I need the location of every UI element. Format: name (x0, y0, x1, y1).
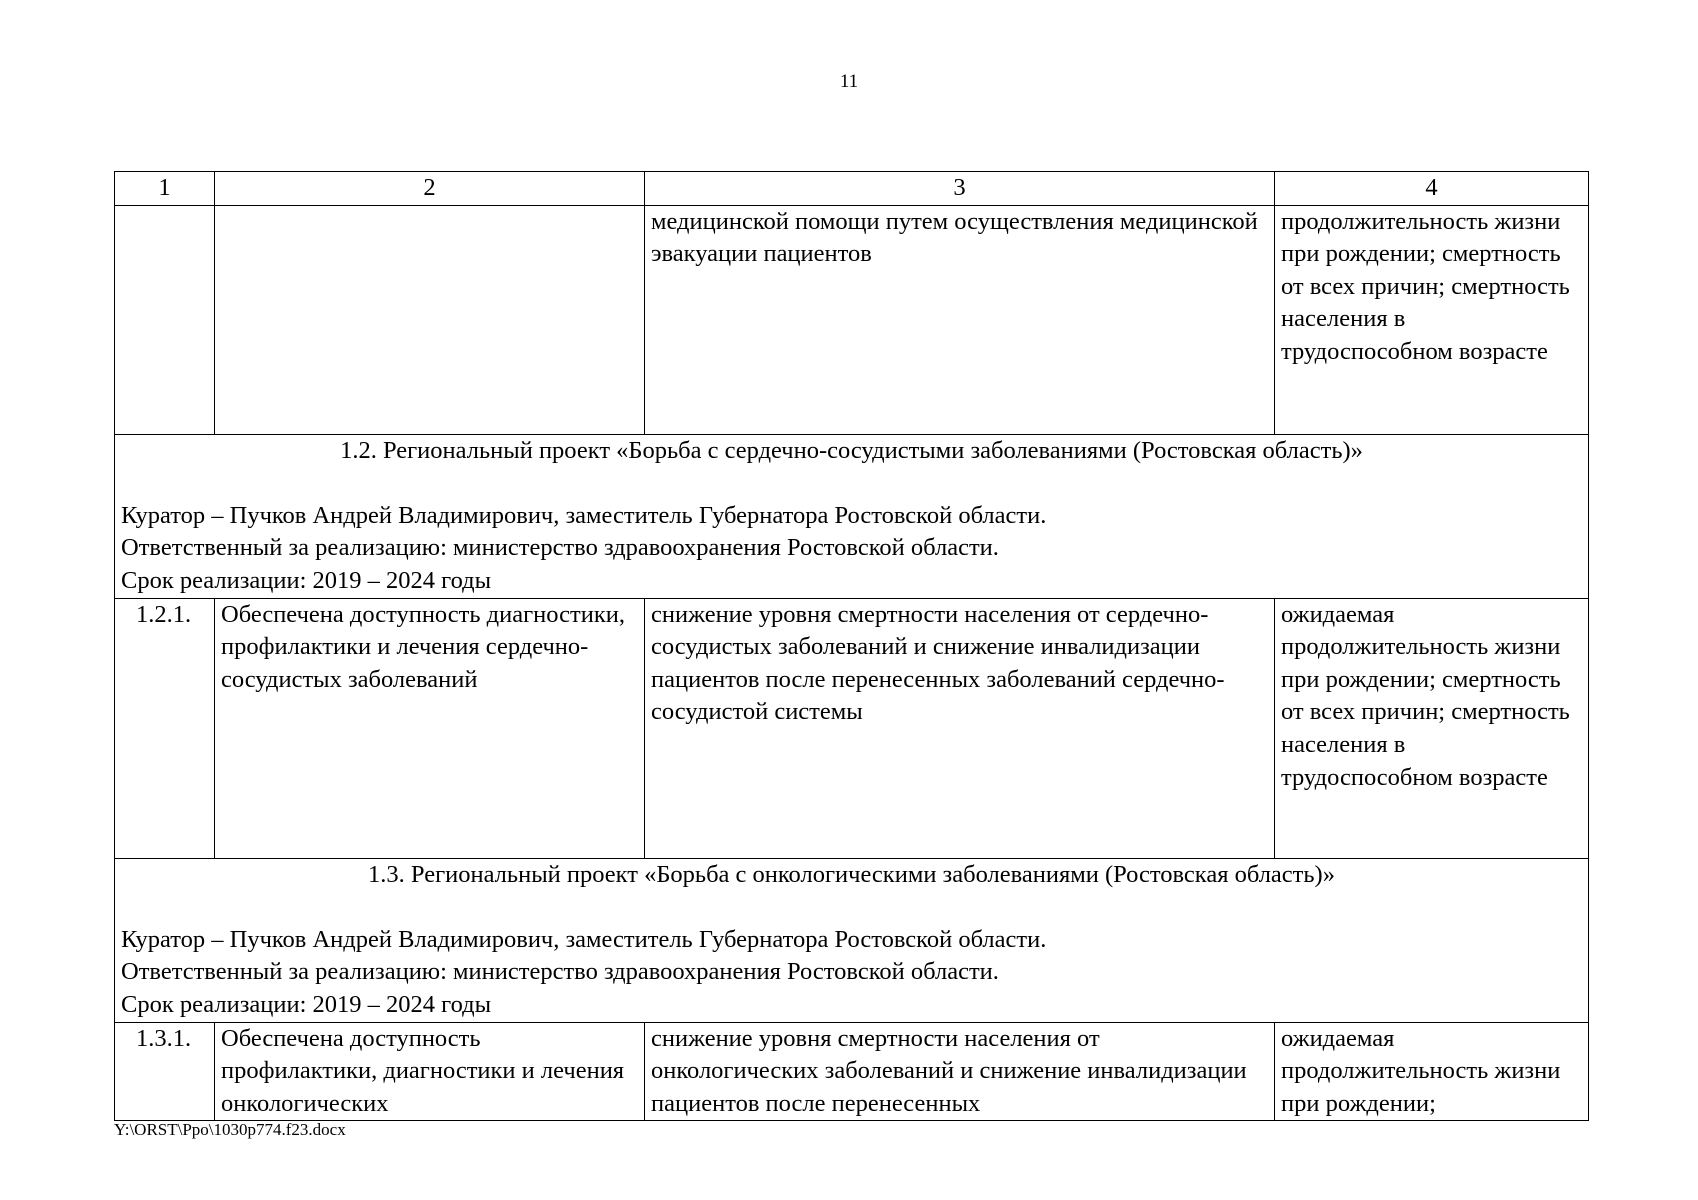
row-number: 1.3.1. (115, 1022, 215, 1121)
row-result: Обеспечена доступность профилактики, диагностики и лечения онкологических (215, 1022, 645, 1121)
row-indicators: продолжительность жизни при рождении; смертность от всех причин; смертность населения в трудоспособном возрасте (1275, 205, 1589, 434)
section-title: 1.3. Региональный проект «Борьба с онкологическими заболеваниями (Ростовская область)» (368, 860, 1335, 888)
row-indicators: ожидаемая продолжительность жизни при рождении; смертность от всех причин; смертность населения в трудоспособном возрасте (1275, 598, 1589, 858)
row-result (215, 205, 645, 434)
table-row (115, 1022, 1589, 1121)
section-term: Срок реализации: 2019 – 2024 годы (121, 990, 492, 1018)
section-curator: Куратор – Пучков Андрей Владимирович, заместитель Губернатора Ростовской области. (121, 925, 1047, 953)
table-header-row (115, 172, 1589, 206)
row-effect: снижение уровня смертности населения от онкологических заболеваний и снижение инвалидизации пациентов после перенесенных (645, 1022, 1275, 1121)
table-row (115, 598, 1589, 858)
row-number (115, 205, 215, 434)
row-effect: медицинской помощи путем осуществления медицинской эвакуации пациентов (645, 205, 1275, 434)
section-title: 1.2. Региональный проект «Борьба с сердечно-сосудистыми заболеваниями (Ростовская область)» (340, 436, 1363, 464)
header-col-2: 2 (215, 172, 645, 206)
header-col-3: 3 (645, 172, 1275, 206)
section-curator: Куратор – Пучков Андрей Владимирович, заместитель Губернатора Ростовской области. (121, 501, 1047, 529)
section-term: Срок реализации: 2019 – 2024 годы (121, 566, 492, 594)
row-effect: снижение уровня смертности населения от сердечно-сосудистых заболеваний и снижение инвалидизации пациентов после перенесенных заболеваний сердечно-сосудистой системы (645, 598, 1275, 858)
results-table (114, 171, 1589, 1121)
section-responsible: Ответственный за реализацию: министерство здравоохранения Ростовской области. (121, 534, 999, 562)
row-number: 1.2.1. (115, 598, 215, 858)
row-result: Обеспечена доступность диагностики, профилактики и лечения сердечно-сосудистых заболеваний (215, 598, 645, 858)
section-header-row (115, 434, 1589, 598)
header-col-4: 4 (1275, 172, 1589, 206)
section-info (115, 858, 1589, 1022)
section-header-row (115, 858, 1589, 1022)
table-row (115, 205, 1589, 434)
page-number: 11 (839, 71, 859, 92)
header-col-1: 1 (115, 172, 215, 206)
footer-file-path: Y:\ORST\Ppo\1030p774.f23.docx (114, 1120, 346, 1139)
section-responsible: Ответственный за реализацию: министерство здравоохранения Ростовской области. (121, 958, 999, 986)
section-info (115, 434, 1589, 598)
row-indicators: ожидаемая продолжительность жизни при рождении; (1275, 1022, 1589, 1121)
